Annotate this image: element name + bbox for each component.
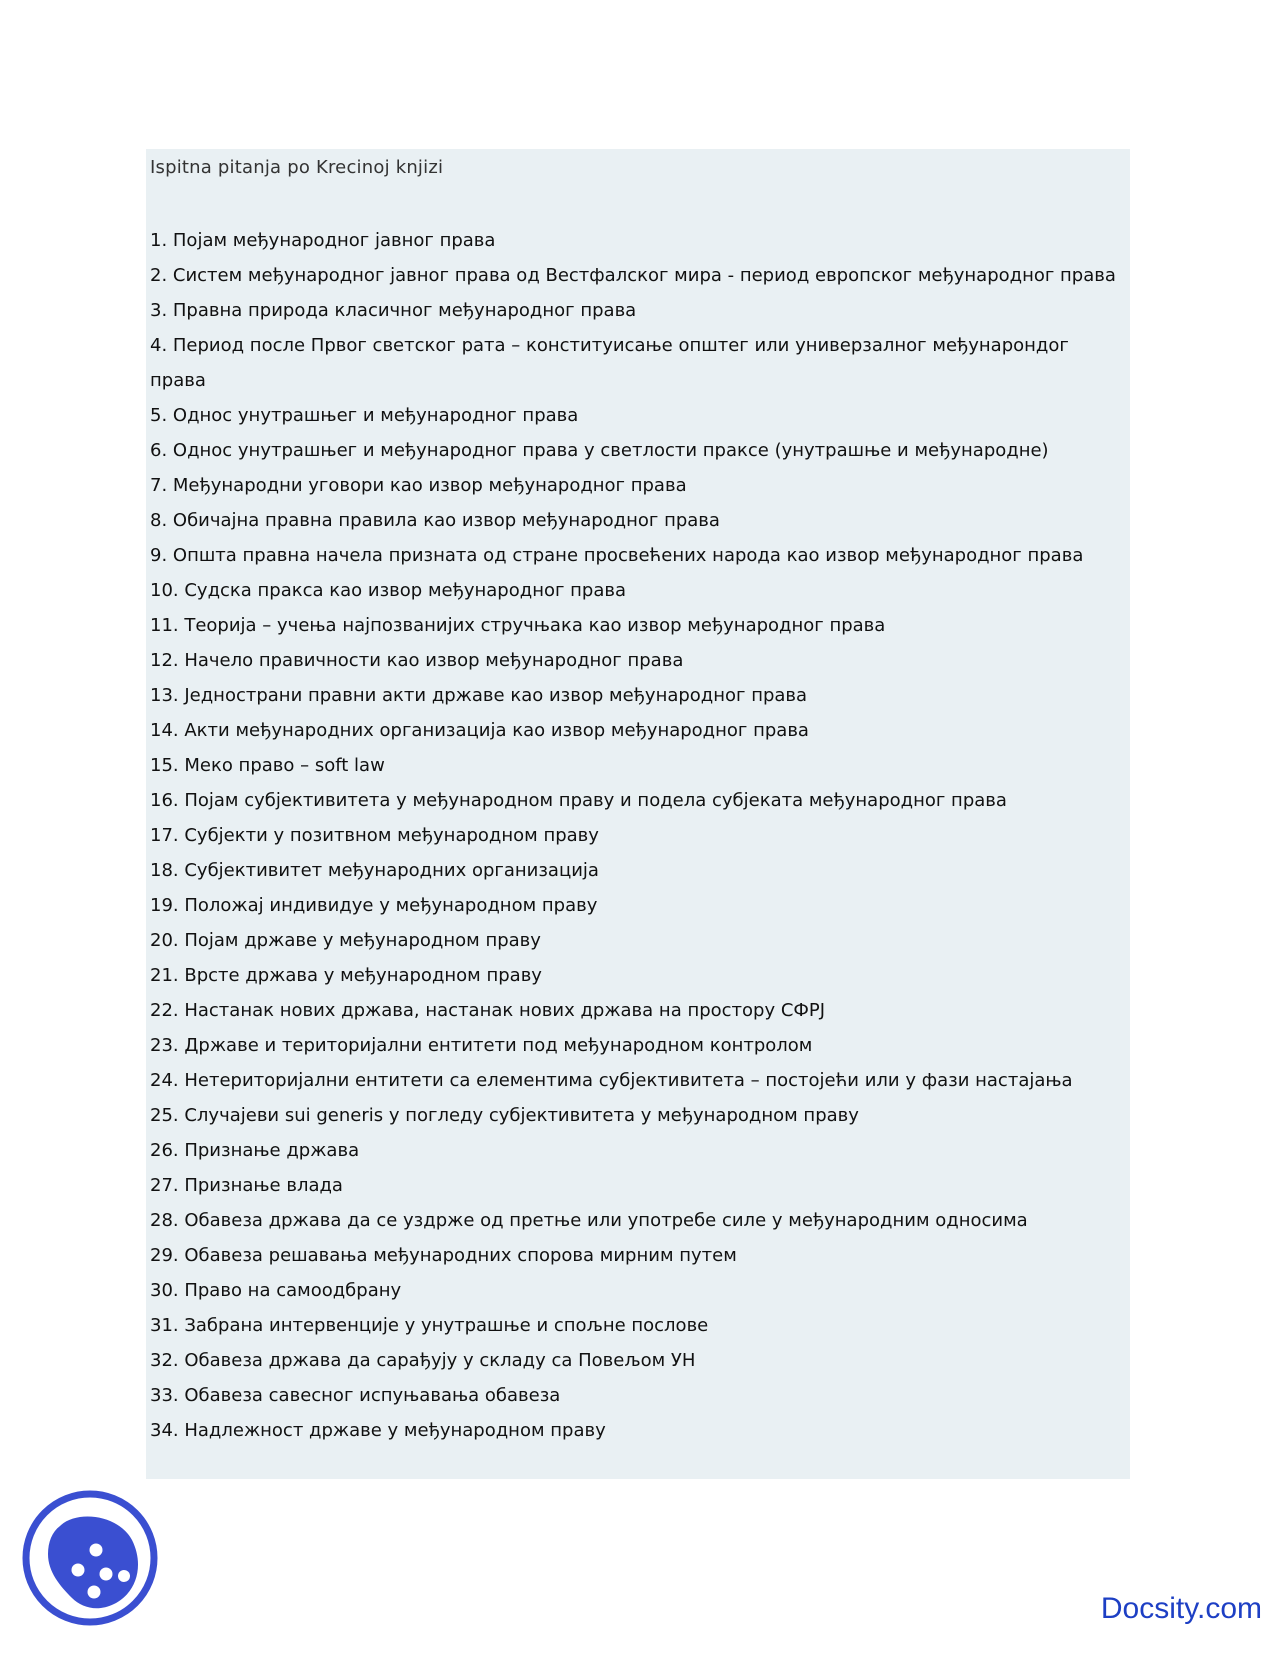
list-item: 17. Субјекти у позитвном међународном праву [150, 825, 599, 846]
document-content [146, 149, 1130, 1479]
list-item: 2. Систем међународног јавног права од Вестфалског мира - период европског међународног права [150, 265, 1116, 286]
list-item: 32. Обавеза држава да сарађују у складу са Повељом УН [150, 1350, 696, 1371]
list-item: 18. Субјективитет међународних организација [150, 860, 599, 881]
list-item: 13. Једнострани правни акти државе као извор међународног права [150, 685, 808, 706]
list-item: 27. Признање влада [150, 1175, 343, 1196]
list-item: 26. Признање држава [150, 1140, 360, 1161]
list-item: 6. Однос унутрашњег и међународног права у светлости праксе (унутрашње и међународне) [150, 440, 1049, 461]
list-item: 34. Надлежност државе у међународном праву [150, 1420, 606, 1441]
list-item: 4. Период после Првог светског рата – конституисање општег или универзалног међунарондог права [150, 335, 1069, 391]
list-item: 30. Право на самоодбрану [150, 1280, 402, 1301]
list-item: 24. Нетериторијални ентитети са елементима субјективитета – постојећи или у фази настајања [150, 1070, 1073, 1091]
list-item: 3. Правна природа класичног међународног права [150, 300, 637, 321]
list-item: 7. Међународни уговори као извор међународног права [150, 475, 687, 496]
list-item: 29. Обавеза решавања међународних спорова мирним путем [150, 1245, 737, 1266]
list-item: 22. Настанак нових држава, настанак нових држава на простору СФРЈ [150, 1000, 826, 1021]
list-item: 11. Теорија – учења најпозванијих стручњака као извор међународног права [150, 615, 886, 636]
list-item: 8. Обичајна правна правила као извор међународног права [150, 510, 720, 531]
list-item: 23. Државе и територијални ентитети под међународном контролом [150, 1035, 813, 1056]
list-item: 5. Однос унутрашњег и међународног права [150, 405, 579, 426]
list-item: 14. Акти међународних организација као извор међународног права [150, 720, 809, 741]
list-item: 15. Меко право – soft law [150, 755, 385, 776]
document-title: Ispitna pitanja po Krecinoj knjizi [150, 157, 444, 178]
docsity-logo-icon[interactable] [20, 1488, 160, 1628]
list-item: 1. Појам међународног јавног права [150, 230, 496, 251]
list-item: 19. Положај индивидуе у међународном праву [150, 895, 598, 916]
list-item: 33. Обавеза савесног испуњавања обавеза [150, 1385, 561, 1406]
list-item: 10. Судска пракса као извор међународног права [150, 580, 627, 601]
list-item: 20. Појам државе у међународном праву [150, 930, 541, 951]
list-item: 28. Обавеза држава да се уздрже од претње или употребе силе у међународним односима [150, 1210, 1028, 1231]
list-item: 12. Начело правичности као извор међународног права [150, 650, 684, 671]
question-list [150, 223, 1124, 1448]
list-item: 21. Врсте држава у међународном праву [150, 965, 542, 986]
list-item: 16. Појам субјективитета у међународном праву и подела субјеката међународног права [150, 790, 1007, 811]
list-item: 31. Забрана интервенције у унутрашње и спољне послове [150, 1315, 709, 1336]
list-item: 25. Случајеви sui generis у погледу субјективитета у међународном праву [150, 1105, 859, 1126]
brand-link[interactable]: Docsity.com [1100, 1592, 1262, 1625]
list-item: 9. Општа правна начела призната од стране просвећених народа као извор међународног права [150, 545, 1084, 566]
